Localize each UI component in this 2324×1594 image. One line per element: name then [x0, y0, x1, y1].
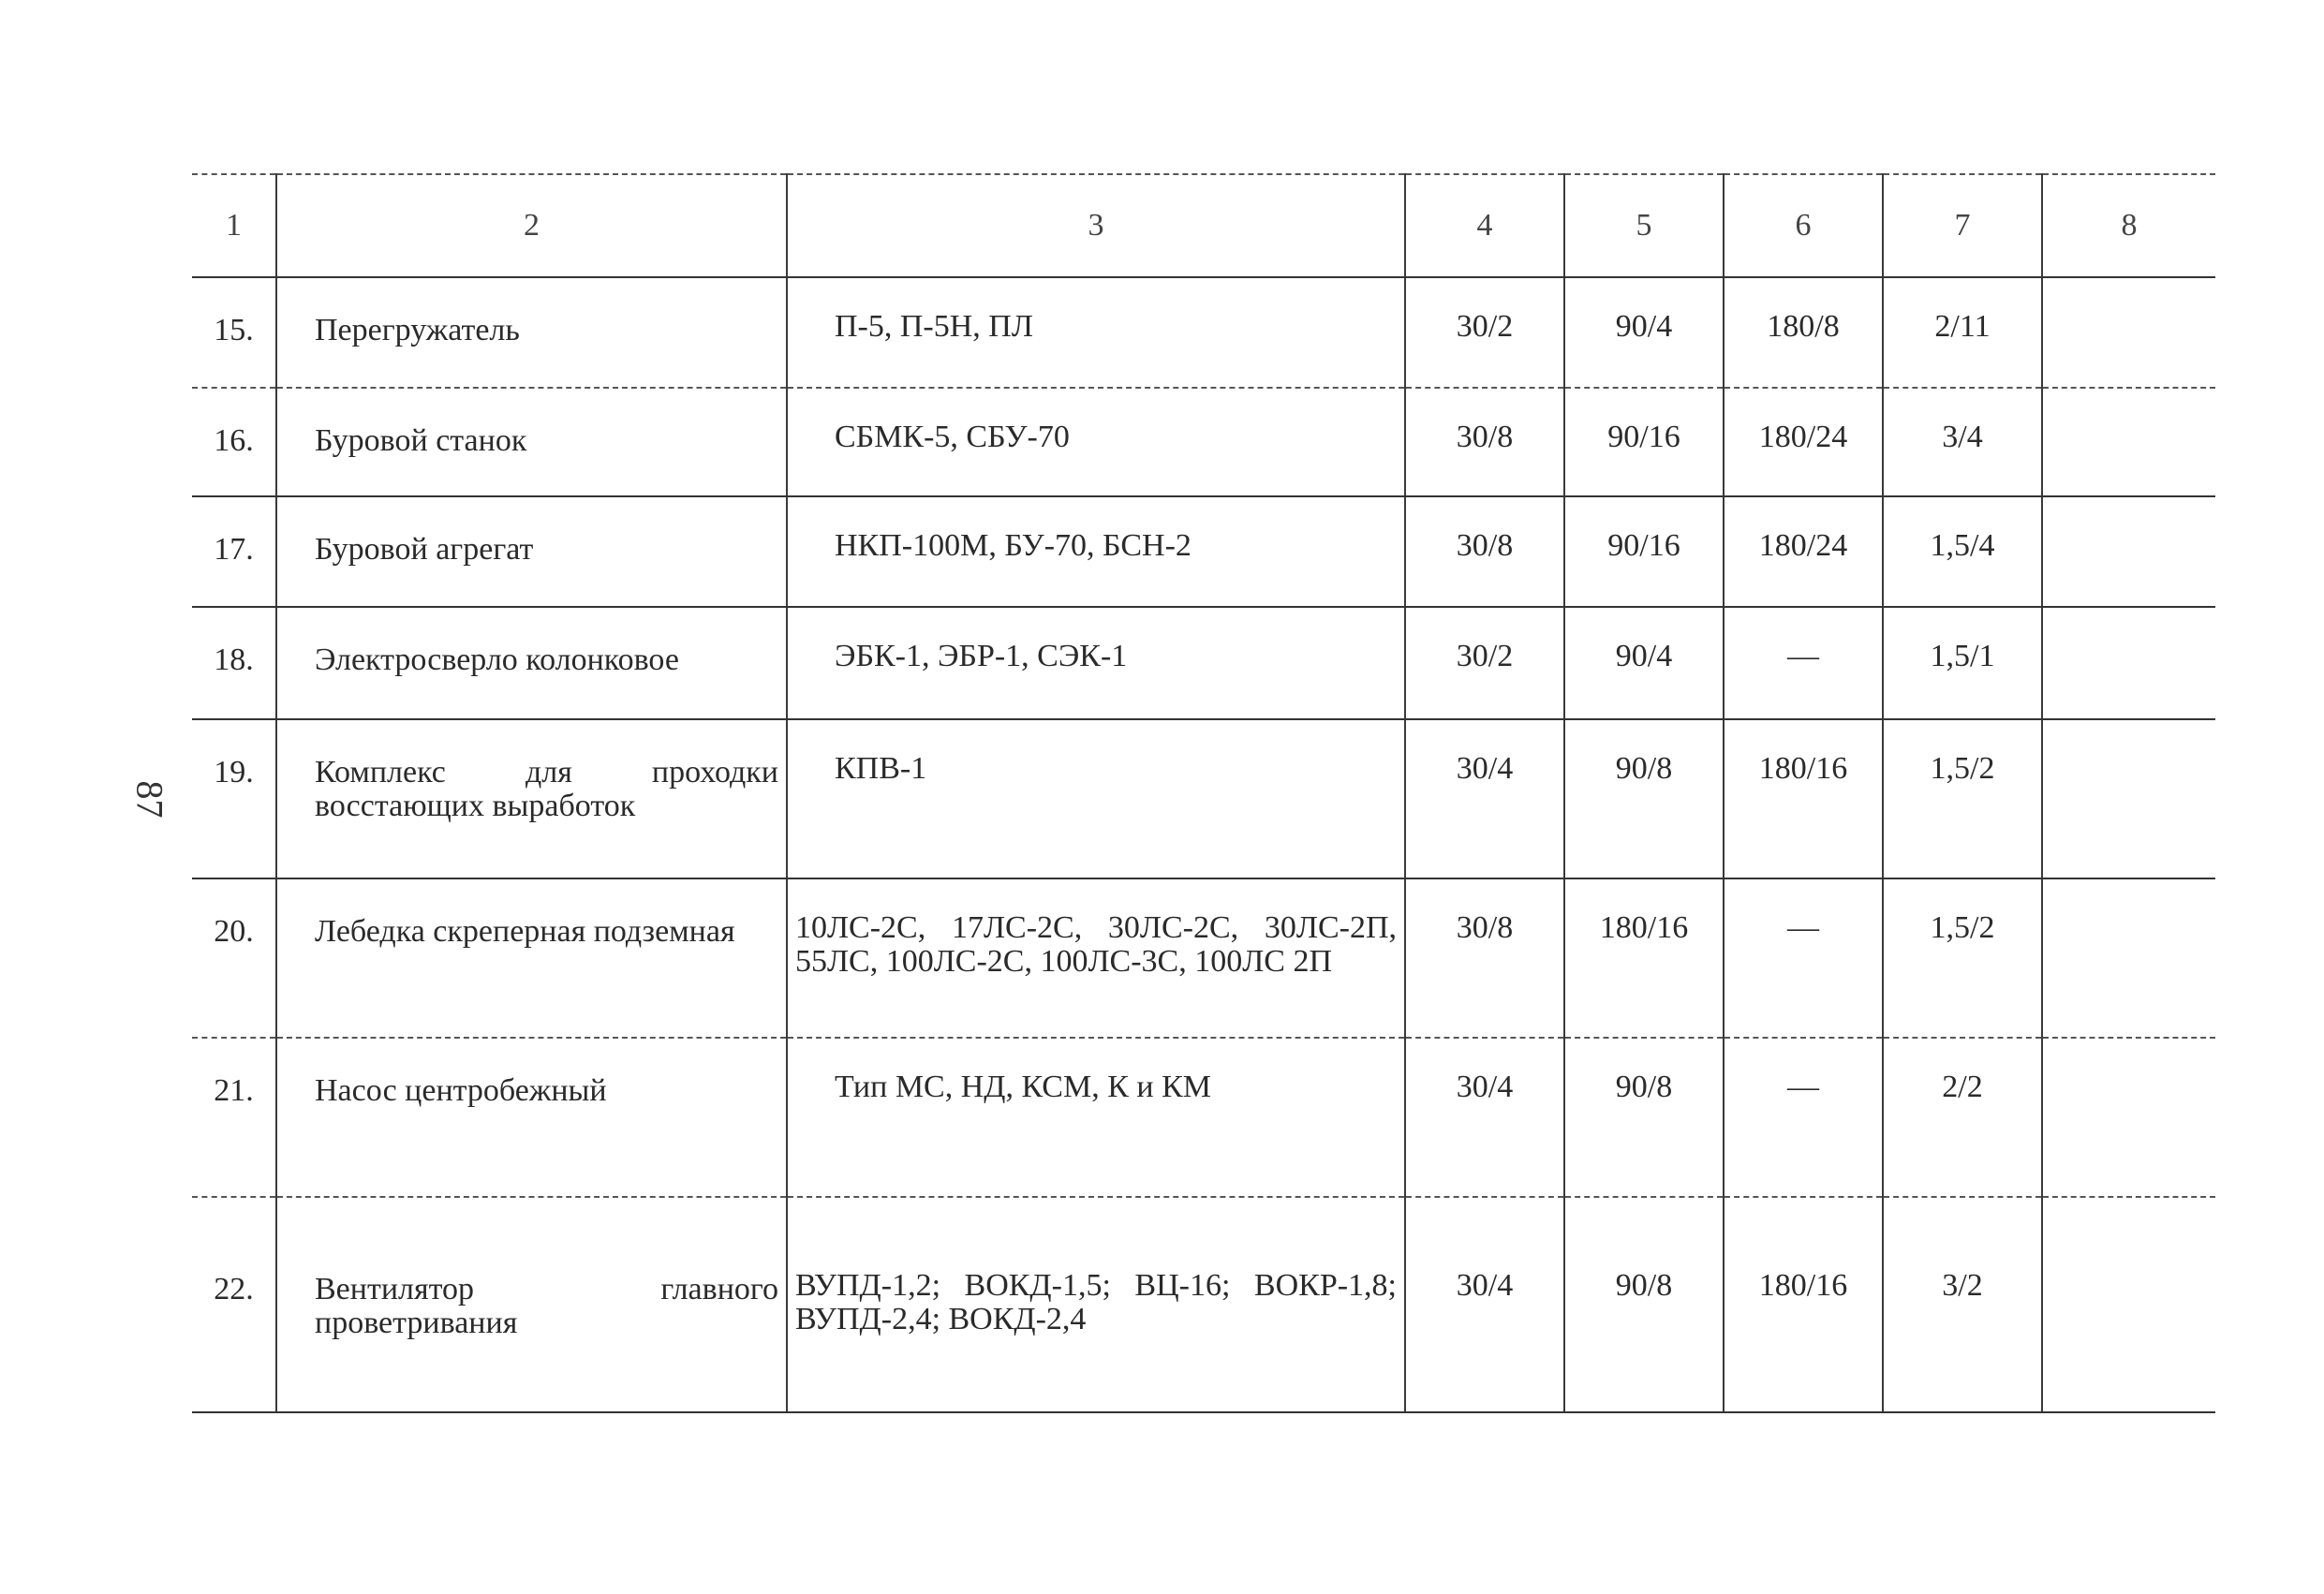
value-col-4: 30/8	[1405, 496, 1564, 607]
value-col-7: 1,5/1	[1883, 607, 2042, 719]
value-col-5: 90/4	[1564, 607, 1724, 719]
value-col-6: 180/8	[1724, 277, 1883, 388]
equipment-name: Буровой станок	[276, 388, 787, 496]
header-col-5: 5	[1564, 174, 1724, 277]
row-number: 21.	[192, 1038, 276, 1197]
value-col-6: 180/16	[1724, 1197, 1883, 1412]
value-col-4: 30/4	[1405, 1038, 1564, 1197]
value-col-4: 30/8	[1405, 878, 1564, 1038]
value-col-7: 2/11	[1883, 277, 2042, 388]
value-col-4: 30/2	[1405, 607, 1564, 719]
value-col-5: 180/16	[1564, 878, 1724, 1038]
value-col-7: 1,5/2	[1883, 878, 2042, 1038]
header-col-8: 8	[2042, 174, 2215, 277]
value-col-6: —	[1724, 878, 1883, 1038]
value-col-5: 90/4	[1564, 277, 1724, 388]
header-col-2: 2	[276, 174, 787, 277]
equipment-models: 10ЛС-2С, 17ЛС-2С, 30ЛС-2С, 30ЛС-2П, 55ЛС, 100ЛС-2С, 100ЛС-3С, 100ЛС 2П	[787, 878, 1405, 1038]
equipment-name: Насос центробежный	[276, 1038, 787, 1197]
equipment-models: НКП-100М, БУ-70, БСН-2	[787, 496, 1405, 607]
equipment-models: СБМК-5, СБУ-70	[787, 388, 1405, 496]
value-col-6: 180/24	[1724, 388, 1883, 496]
equipment-table	[192, 173, 2215, 1413]
table-row	[192, 277, 2215, 388]
value-col-8	[2042, 878, 2215, 1038]
equipment-name: Перегружатель	[276, 277, 787, 388]
equipment-name: Буровой агрегат	[276, 496, 787, 607]
table-row	[192, 496, 2215, 607]
value-col-7: 3/4	[1883, 388, 2042, 496]
row-number: 17.	[192, 496, 276, 607]
value-col-4: 30/4	[1405, 719, 1564, 878]
value-col-6: —	[1724, 607, 1883, 719]
table-row	[192, 719, 2215, 878]
row-number: 15.	[192, 277, 276, 388]
value-col-5: 90/8	[1564, 1197, 1724, 1412]
value-col-8	[2042, 1038, 2215, 1197]
value-col-4: 30/4	[1405, 1197, 1564, 1412]
value-col-5: 90/8	[1564, 1038, 1724, 1197]
equipment-models: КПВ-1	[787, 719, 1405, 878]
table-header-row	[192, 174, 2215, 277]
equipment-name: Лебедка скреперная подземная	[276, 878, 787, 1038]
value-col-4: 30/8	[1405, 388, 1564, 496]
value-col-5: 90/16	[1564, 496, 1724, 607]
value-col-7: 3/2	[1883, 1197, 2042, 1412]
table-row	[192, 388, 2215, 496]
value-col-8	[2042, 277, 2215, 388]
header-col-3: 3	[787, 174, 1405, 277]
page-number: 87	[128, 780, 171, 819]
value-col-7: 1,5/4	[1883, 496, 2042, 607]
row-number: 19.	[192, 719, 276, 878]
value-col-8	[2042, 719, 2215, 878]
table-row	[192, 1197, 2215, 1412]
equipment-name: Электросверло колонковое	[276, 607, 787, 719]
table-row	[192, 878, 2215, 1038]
header-col-4: 4	[1405, 174, 1564, 277]
value-col-7: 1,5/2	[1883, 719, 2042, 878]
value-col-6: 180/24	[1724, 496, 1883, 607]
row-number: 20.	[192, 878, 276, 1038]
table-row	[192, 607, 2215, 719]
value-col-5: 90/16	[1564, 388, 1724, 496]
value-col-6: —	[1724, 1038, 1883, 1197]
value-col-8	[2042, 388, 2215, 496]
value-col-5: 90/8	[1564, 719, 1724, 878]
value-col-6: 180/16	[1724, 719, 1883, 878]
row-number: 22.	[192, 1197, 276, 1412]
equipment-models: ЭБК-1, ЭБР-1, СЭК-1	[787, 607, 1405, 719]
equipment-models: Тип МС, НД, КСМ, К и КМ	[787, 1038, 1405, 1197]
equipment-name: Комплекс для проходки восстающих выработок	[276, 719, 787, 878]
value-col-8	[2042, 496, 2215, 607]
value-col-8	[2042, 1197, 2215, 1412]
header-col-1: 1	[192, 174, 276, 277]
table-row	[192, 1038, 2215, 1197]
equipment-models: П-5, П-5Н, ПЛ	[787, 277, 1405, 388]
value-col-7: 2/2	[1883, 1038, 2042, 1197]
row-number: 16.	[192, 388, 276, 496]
header-col-7: 7	[1883, 174, 2042, 277]
equipment-models: ВУПД-1,2; ВОКД-1,5; ВЦ-16; ВОКР-1,8; ВУПД-2,4; ВОКД-2,4	[787, 1197, 1405, 1412]
header-col-6: 6	[1724, 174, 1883, 277]
value-col-8	[2042, 607, 2215, 719]
value-col-4: 30/2	[1405, 277, 1564, 388]
row-number: 18.	[192, 607, 276, 719]
equipment-name: Вентилятор главного проветривания	[276, 1197, 787, 1412]
